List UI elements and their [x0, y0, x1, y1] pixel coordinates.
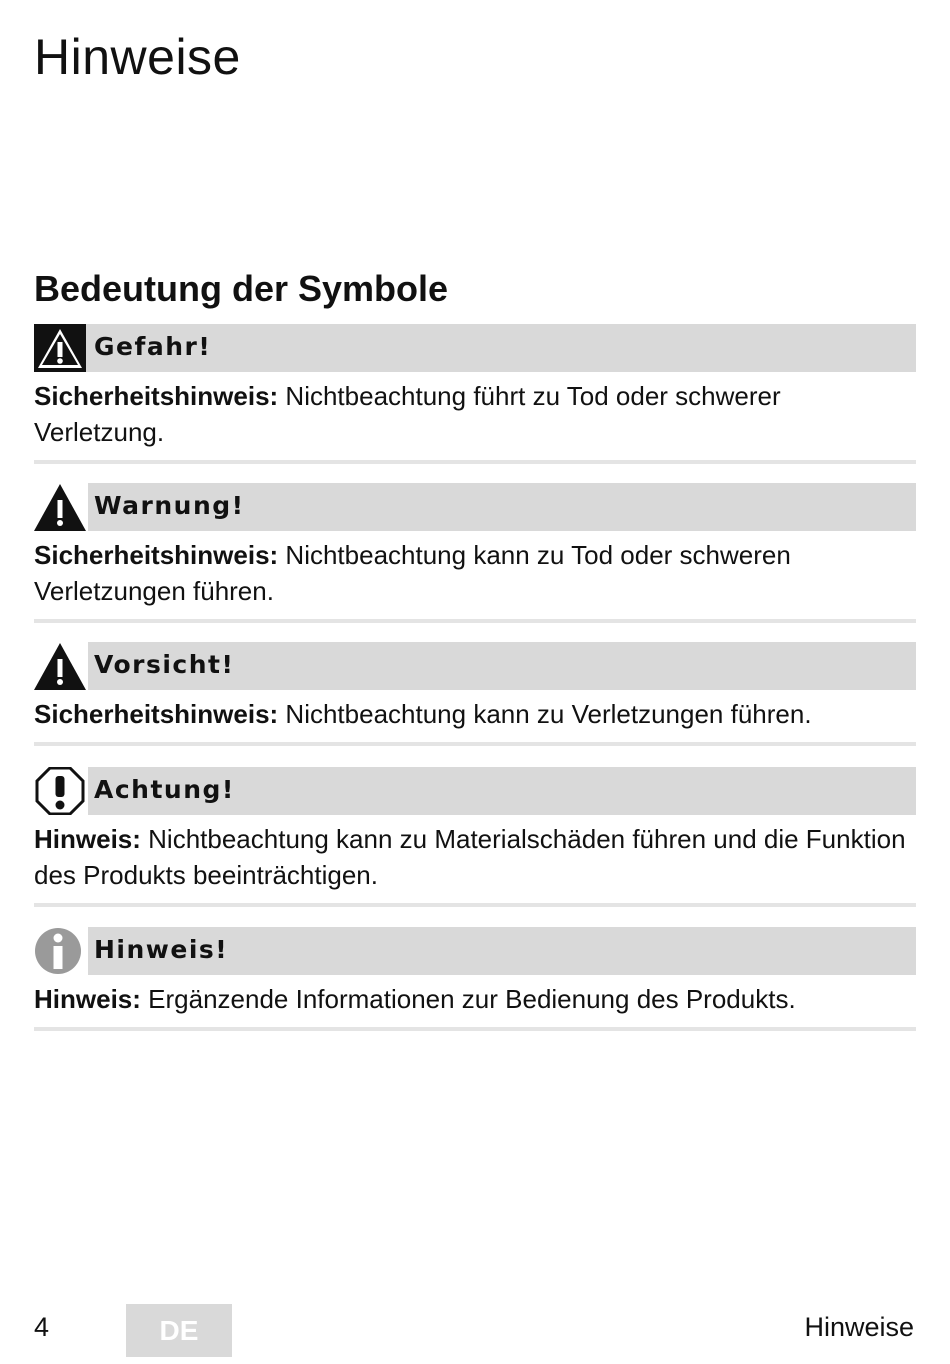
notice-label: Gefahr! [94, 332, 212, 361]
notice-header [34, 483, 916, 531]
caution-triangle-icon [34, 642, 86, 690]
notice-text [34, 696, 916, 732]
notice-caution [34, 642, 916, 746]
notice-label: Warnung! [94, 491, 245, 520]
divider [34, 619, 916, 623]
footer-section-title: Hinweise [804, 1312, 914, 1342]
notice-body: Nichtbeachtung kann zu Tod oder schweren Verletzungen führen. [34, 540, 791, 606]
warning-triangle-icon [34, 483, 86, 531]
divider [34, 460, 916, 464]
notice-lead: Hinweis: [34, 984, 141, 1014]
notice-header [34, 324, 916, 372]
notice-lead: Sicherheitshinweis: [34, 540, 279, 570]
notice-body: Nichtbeachtung kann zu Materialschäden führen und die Funktion des Produkts beeinträchtigen. [34, 824, 906, 890]
notice-attention [34, 767, 916, 907]
info-icon [34, 927, 86, 975]
notice-text [34, 821, 916, 893]
notice-lead: Sicherheitshinweis: [34, 699, 279, 729]
notice-lead: Sicherheitshinweis: [34, 381, 279, 411]
divider [34, 903, 916, 907]
page-number: 4 [34, 1312, 50, 1342]
notice-body: Nichtbeachtung führt zu Tod oder schwerer Verletzung. [34, 381, 781, 447]
notice-text [34, 378, 916, 450]
divider [34, 742, 916, 746]
notice-body: Nichtbeachtung kann zu Verletzungen führen. [278, 699, 812, 729]
notice-header [34, 927, 916, 975]
notice-label: Achtung! [94, 775, 235, 804]
notice-text [34, 981, 916, 1017]
language-badge: DE [126, 1304, 232, 1357]
attention-octagon-icon [34, 767, 86, 815]
notice-warning [34, 483, 916, 623]
page-title: Hinweise [34, 29, 241, 85]
danger-triangle-icon [34, 324, 86, 372]
notice-info [34, 927, 916, 1031]
section-heading: Bedeutung der Symbole [34, 268, 449, 309]
notice-lead: Hinweis: [34, 824, 141, 854]
notice-danger [34, 324, 916, 464]
notice-header [34, 642, 916, 690]
notice-body: Ergänzende Informationen zur Bedienung des Produkts. [140, 984, 796, 1014]
notice-header [34, 767, 916, 815]
notice-label: Hinweis! [94, 935, 229, 964]
notice-text [34, 537, 916, 609]
notice-label: Vorsicht! [94, 650, 235, 679]
divider [34, 1027, 916, 1031]
